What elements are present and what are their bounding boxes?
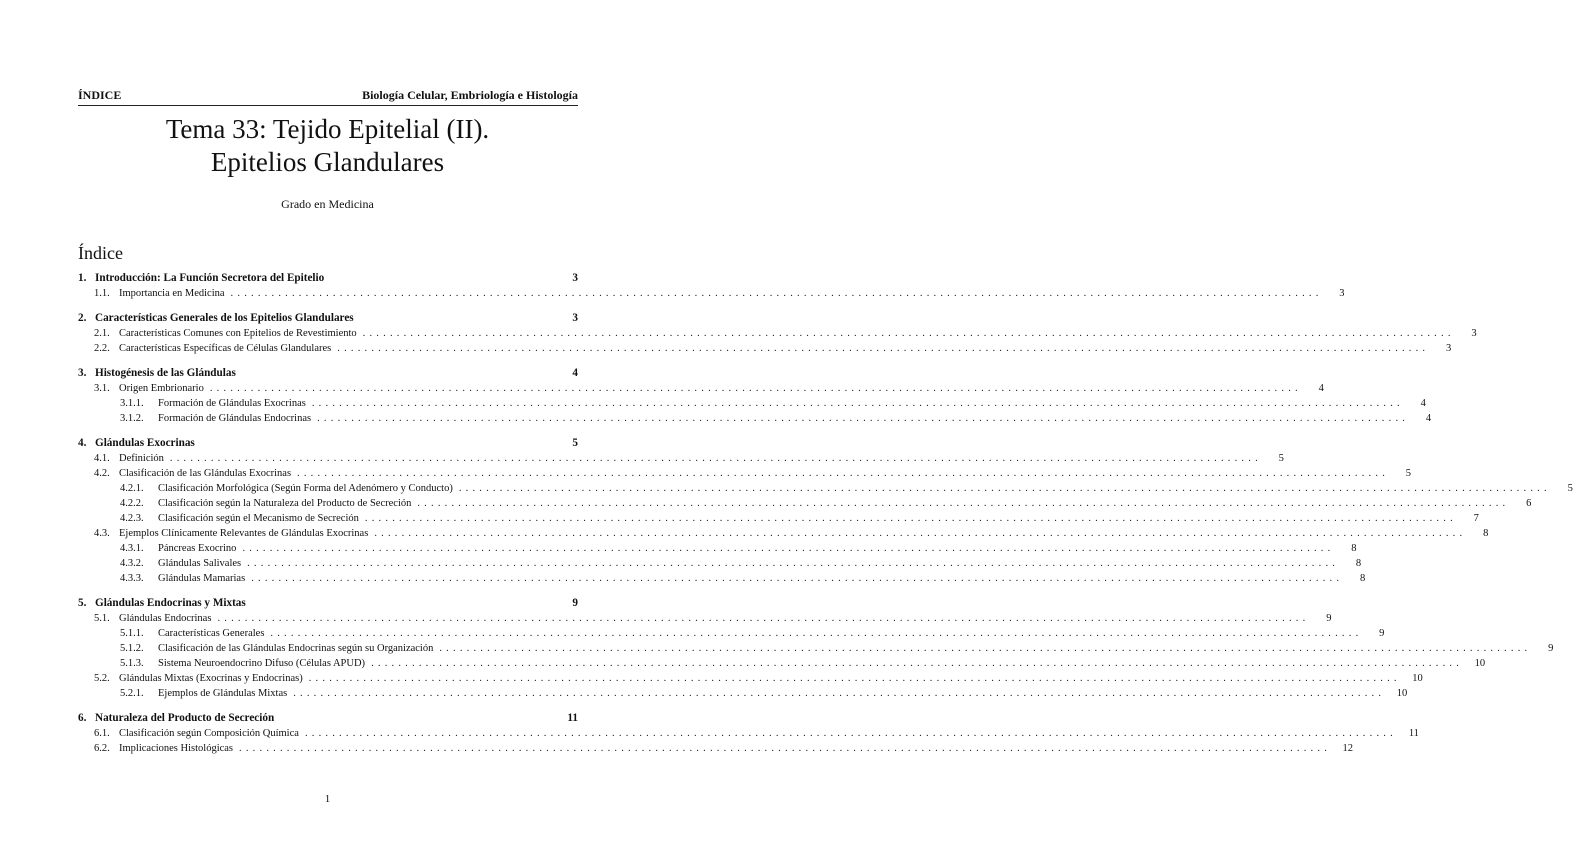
title-line-2: Epitelios Glandulares <box>210 147 445 177</box>
index-heading: Índice <box>78 243 123 263</box>
toc-entry-number: 4.3.1. <box>120 543 144 554</box>
toc-page-number: 4 <box>1318 383 1324 394</box>
toc-entry-number: 4.2. <box>94 468 110 479</box>
toc-subsection-entry[interactable] <box>78 286 1345 301</box>
dot-leader: ................................................................................................................................................................ <box>169 453 1262 464</box>
toc-subsubsection-entry[interactable] <box>78 481 1573 496</box>
toc-page-number: 7 <box>1473 513 1479 524</box>
toc-entry-number: 3.1.2. <box>120 413 144 424</box>
toc-entry-number: 1. <box>78 272 87 284</box>
toc-section-entry[interactable] <box>78 271 578 286</box>
toc-page-number: 10 <box>1474 658 1486 669</box>
toc-entry-title: Páncreas Exocrino <box>158 543 237 554</box>
toc-subsection-entry[interactable] <box>78 671 1423 686</box>
toc-entry-number: 5.1.3. <box>120 658 144 669</box>
dot-leader: ................................................................................................................................................................ <box>270 628 1363 639</box>
toc-section-entry[interactable] <box>78 596 578 611</box>
dot-leader: ................................................................................................................................................................ <box>311 398 1404 409</box>
toc-entry-number: 5.1.1. <box>120 628 144 639</box>
toc-entry-number: 3.1. <box>94 383 110 394</box>
toc-subsubsection-entry[interactable] <box>78 496 1532 511</box>
dot-leader: ................................................................................................................................................................ <box>230 288 1323 299</box>
toc-subsubsection-entry[interactable] <box>78 686 1408 701</box>
toc-page-number: 9 <box>1548 643 1554 654</box>
toc-page-number: 8 <box>1351 543 1357 554</box>
toc-section-entry[interactable] <box>78 711 578 726</box>
toc-subsubsection-entry[interactable] <box>78 656 1486 671</box>
toc-page-number: 4 <box>1425 413 1432 424</box>
dot-leader: ................................................................................................................................................................ <box>458 483 1551 494</box>
dot-leader: ................................................................................................................................................................ <box>209 383 1302 394</box>
dot-leader: ................................................................................................................................................................ <box>374 528 1467 539</box>
toc-entry-title: Clasificación según la Naturaleza del Producto de Secreción <box>158 498 412 509</box>
toc-page-number: 9 <box>572 597 578 609</box>
toc-entry-title: Características Comunes con Epitelios de Revestimiento <box>119 328 357 339</box>
toc-entry-number: 3. <box>78 367 87 379</box>
toc-page-number: 3 <box>1339 288 1345 299</box>
document-subtitle: Grado en Medicina <box>281 197 374 211</box>
toc-entry-number: 4.1. <box>94 453 110 464</box>
toc-entry-number: 4.3.3. <box>120 573 144 584</box>
toc-page-number: 8 <box>1355 558 1362 569</box>
toc-subsection-entry[interactable] <box>78 341 1452 356</box>
toc-entry-title: Definición <box>119 453 164 464</box>
toc-subsubsection-entry[interactable] <box>78 556 1362 571</box>
toc-section <box>78 436 1573 586</box>
toc-entry-title: Implicaciones Histológicas <box>119 743 234 754</box>
toc-subsection-entry[interactable] <box>78 741 1354 756</box>
toc-page-number: 3 <box>1446 343 1452 354</box>
toc-entry-number: 5.1.2. <box>120 643 144 654</box>
toc-entry-title: Glándulas Exocrinas <box>95 437 195 449</box>
toc-entry-title: Glándulas Endocrinas <box>119 613 212 624</box>
toc-page-number: 6 <box>1526 498 1532 509</box>
toc-page-number: 11 <box>567 712 578 724</box>
dot-leader: ................................................................................................................................................................ <box>297 468 1390 479</box>
toc-subsubsection-entry[interactable] <box>78 411 1432 426</box>
toc-entry-title: Clasificación según el Mecanismo de Secreción <box>158 513 359 524</box>
toc-page-number: 9 <box>1379 628 1385 639</box>
toc-entry-number: 6. <box>78 712 87 724</box>
toc-section-entry[interactable] <box>78 311 578 326</box>
toc-subsection-entry[interactable] <box>78 611 1332 626</box>
toc-entry-title: Histogénesis de las Glándulas <box>95 367 236 379</box>
toc-subsection-entry[interactable] <box>78 451 1284 466</box>
toc-section <box>78 711 1419 756</box>
toc-entry-number: 6.1. <box>94 728 110 739</box>
toc-subsubsection-entry[interactable] <box>78 541 1357 556</box>
toc-page-number: 12 <box>1342 743 1354 754</box>
toc-entry-title: Formación de Glándulas Exocrinas <box>158 398 306 409</box>
toc-section <box>78 366 1432 426</box>
title-line-1: Tema 33: Tejido Epitelial (II). <box>165 114 490 144</box>
header-right: Biología Celular, Embriología e Histología <box>362 88 578 102</box>
toc-entry-title: Clasificación de las Glándulas Exocrinas <box>119 468 292 479</box>
toc-entry-number: 5.2.1. <box>120 688 144 699</box>
toc-entry-number: 2.2. <box>94 343 110 354</box>
running-header <box>78 88 578 106</box>
toc-section <box>78 271 1345 301</box>
toc-page-number: 4 <box>572 367 578 379</box>
toc-page-number: 5 <box>1567 483 1573 494</box>
dot-leader: ................................................................................................................................................................ <box>371 658 1464 669</box>
dot-leader: ................................................................................................................................................................ <box>439 643 1532 654</box>
toc-page-number: 3 <box>572 272 578 284</box>
toc-subsection-entry[interactable] <box>78 326 1477 341</box>
toc-entry-number: 4.3. <box>94 528 110 539</box>
toc-section <box>78 311 1477 356</box>
toc-subsubsection-entry[interactable] <box>78 641 1554 656</box>
toc-entry-title: Ejemplos de Glándulas Mixtas <box>158 688 288 699</box>
toc-page-number: 10 <box>1412 673 1423 684</box>
toc-page-number: 9 <box>1326 613 1332 624</box>
toc-entry-number: 5.2. <box>94 673 110 684</box>
toc-entry-title: Características Específicas de Células Glandulares <box>119 343 332 354</box>
dot-leader: ................................................................................................................................................................ <box>317 413 1410 424</box>
dot-leader: ................................................................................................................................................................ <box>337 343 1430 354</box>
toc-page-number: 10 <box>1396 688 1408 699</box>
toc-entry-number: 4.3.2. <box>120 558 144 569</box>
toc-entry-title: Glándulas Endocrinas y Mixtas <box>95 597 246 609</box>
toc-entry-title: Clasificación de las Glándulas Endocrinas según su Organización <box>158 643 434 654</box>
dot-leader: ................................................................................................................................................................ <box>417 498 1510 509</box>
toc-entry-number: 6.2. <box>94 743 110 754</box>
toc-entry-title: Formación de Glándulas Endocrinas <box>158 413 312 424</box>
dot-leader: ................................................................................................................................................................ <box>308 673 1401 684</box>
toc-section <box>78 596 1554 701</box>
toc-entry-number: 4. <box>78 437 87 449</box>
toc-subsubsection-entry[interactable] <box>78 571 1366 586</box>
dot-leader: ................................................................................................................................................................ <box>242 543 1335 554</box>
page-number: 1 <box>324 793 331 805</box>
toc-page-number: 3 <box>1471 328 1477 339</box>
toc-entry-number: 5.1. <box>94 613 110 624</box>
toc-entry-title: Origen Embrionario <box>119 383 204 394</box>
toc-page-number: 5 <box>1405 468 1412 479</box>
toc-subsection-entry[interactable] <box>78 526 1489 541</box>
dot-leader: ................................................................................................................................................................ <box>362 328 1455 339</box>
toc-page-number: 4 <box>1420 398 1426 409</box>
toc-entry-title: Naturaleza del Producto de Secreción <box>95 712 275 724</box>
toc-subsection-entry[interactable] <box>78 726 1419 741</box>
dot-leader: ................................................................................................................................................................ <box>247 558 1340 569</box>
document-title <box>0 113 655 179</box>
dot-leader: ................................................................................................................................................................ <box>293 688 1386 699</box>
toc-entry-title: Glándulas Mixtas (Exocrinas y Endocrinas) <box>119 673 303 684</box>
toc-entry-number: 2. <box>78 312 87 324</box>
toc-entry-title: Clasificación Morfológica (Según Forma del Adenómero y Conducto) <box>158 483 453 494</box>
dot-leader: ................................................................................................................................................................ <box>251 573 1344 584</box>
toc-entry-number: 3.1.1. <box>120 398 144 409</box>
toc-entry-title: Clasificación según Composición Química <box>119 728 299 739</box>
toc-entry-number: 4.2.1. <box>120 483 144 494</box>
toc-entry-title: Introducción: La Función Secretora del Epitelio <box>95 272 325 284</box>
dot-leader: ................................................................................................................................................................ <box>304 728 1397 739</box>
toc-section-entry[interactable] <box>78 436 578 451</box>
dot-leader: ................................................................................................................................................................ <box>217 613 1310 624</box>
toc-entry-number: 1.1. <box>94 288 110 299</box>
toc-page-number: 8 <box>1483 528 1489 539</box>
toc-subsection-entry[interactable] <box>78 466 1412 481</box>
toc-subsubsection-entry[interactable] <box>78 396 1426 411</box>
toc-page-number: 11 <box>1408 728 1419 739</box>
toc-entry-number: 4.2.2. <box>120 498 144 509</box>
header-left: ÍNDICE <box>78 88 122 102</box>
toc-entry-title: Sistema Neuroendocrino Difuso (Células APUD) <box>158 658 366 669</box>
toc-entry-title: Glándulas Mamarias <box>158 573 246 584</box>
toc-page-number: 5 <box>1278 453 1284 464</box>
toc-entry-number: 5. <box>78 597 87 609</box>
dot-leader: ................................................................................................................................................................ <box>364 513 1457 524</box>
toc-subsubsection-entry[interactable] <box>78 511 1479 526</box>
toc-entry-title: Características Generales <box>158 628 265 639</box>
table-of-contents <box>78 271 1573 766</box>
toc-entry-number: 2.1. <box>94 328 110 339</box>
toc-page-number: 5 <box>572 437 578 449</box>
toc-entry-number: 4.2.3. <box>120 513 144 524</box>
dot-leader: ................................................................................................................................................................ <box>239 743 1332 754</box>
toc-subsubsection-entry[interactable] <box>78 626 1385 641</box>
toc-page-number: 8 <box>1359 573 1366 584</box>
toc-entry-title: Glándulas Salivales <box>158 558 242 569</box>
toc-page-number: 3 <box>572 312 578 324</box>
toc-entry-title: Importancia en Medicina <box>119 288 225 299</box>
toc-entry-title: Ejemplos Clínicamente Relevantes de Glándulas Exocrinas <box>119 528 369 539</box>
toc-entry-title: Características Generales de los Epitelios Glandulares <box>95 312 354 324</box>
toc-subsection-entry[interactable] <box>78 381 1324 396</box>
toc-section-entry[interactable] <box>78 366 578 381</box>
